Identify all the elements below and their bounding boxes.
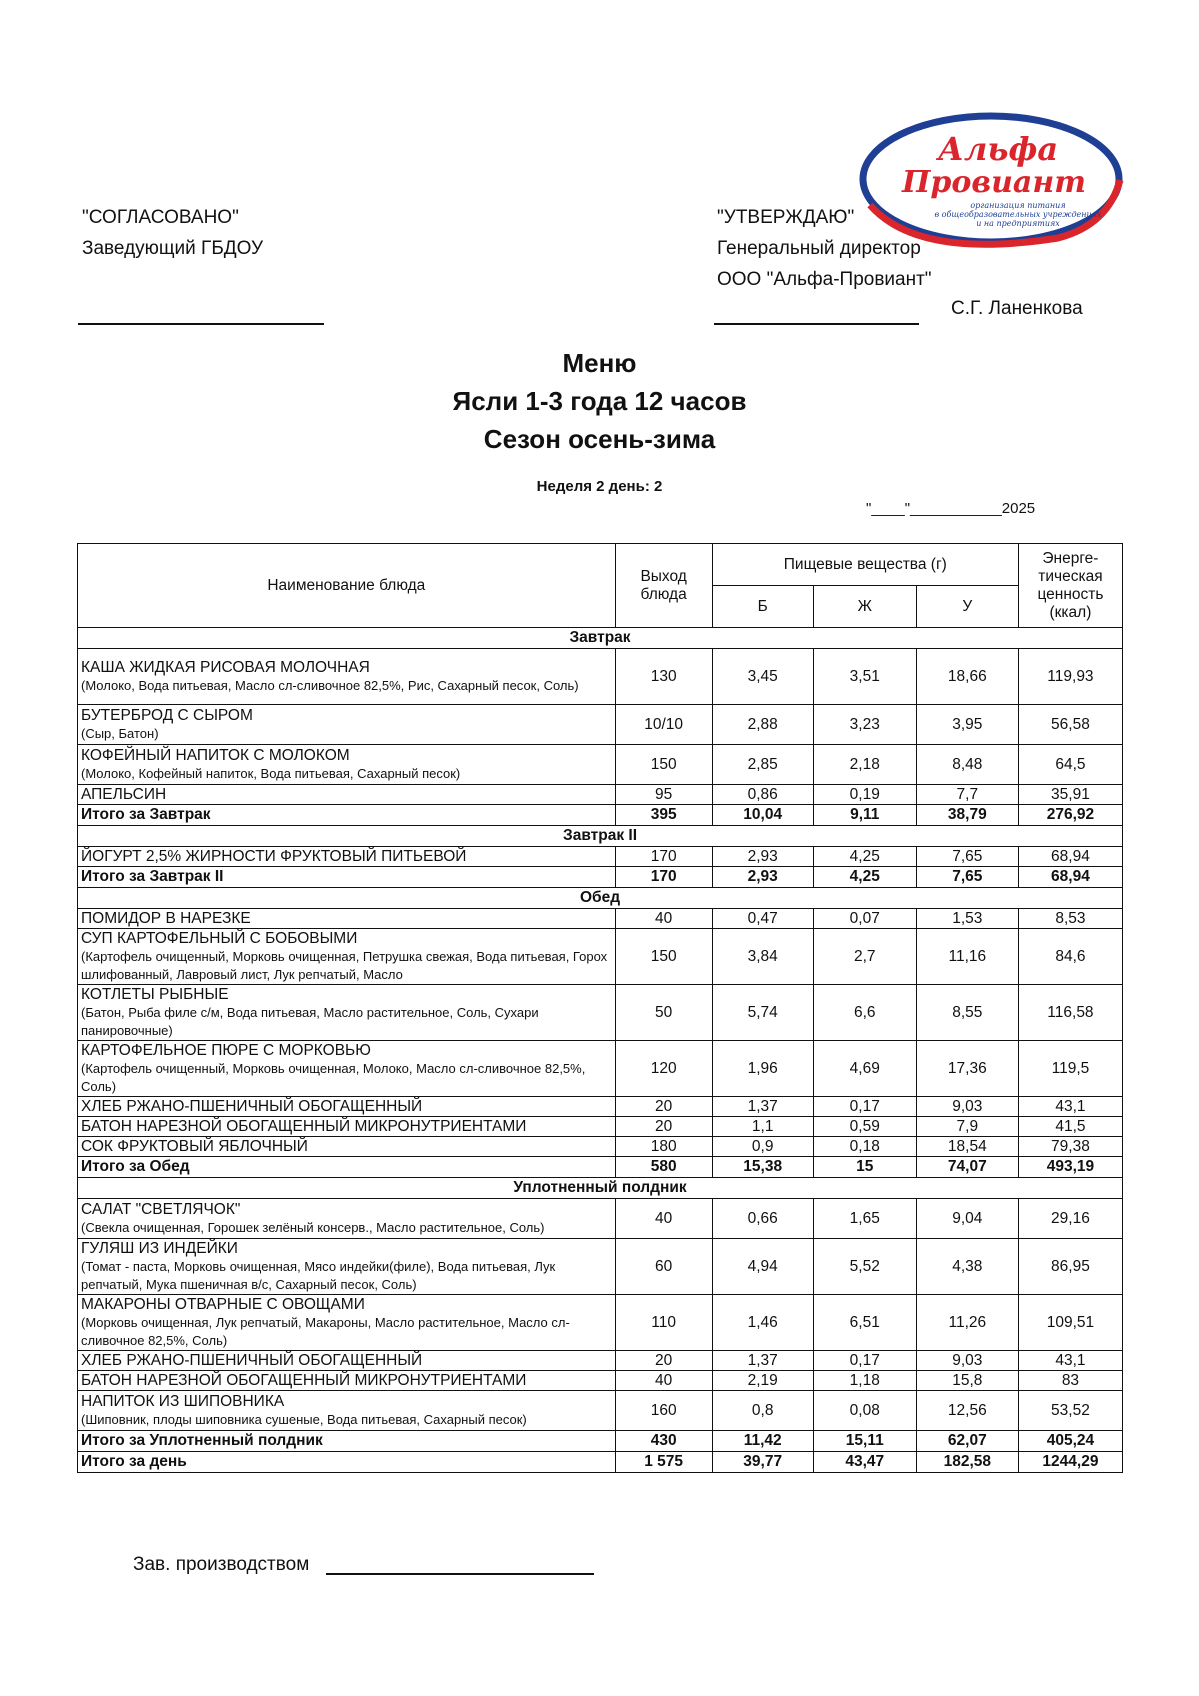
dish-fat: 3,23 xyxy=(813,705,916,745)
total-fat: 4,25 xyxy=(813,867,916,888)
dish-protein: 2,93 xyxy=(712,847,813,867)
dish-row xyxy=(78,745,1123,785)
dish-protein: 1,37 xyxy=(712,1097,813,1117)
dish-name: БАТОН НАРЕЗНОЙ ОБОГАЩЕННЫЙ МИКРОНУТРИЕНТАМИ xyxy=(81,1117,527,1135)
dish-energy: 68,94 xyxy=(1018,847,1122,867)
dish-name: КОТЛЕТЫ РЫБНЫЕ xyxy=(81,985,229,1003)
total-output: 170 xyxy=(615,867,712,888)
total-carbs: 62,07 xyxy=(916,1431,1018,1452)
dish-protein: 0,66 xyxy=(712,1199,813,1239)
day-total-carbs: 182,58 xyxy=(916,1452,1018,1473)
dish-fat: 0,59 xyxy=(813,1117,916,1137)
dish-energy: 83 xyxy=(1018,1371,1122,1391)
dish-energy: 86,95 xyxy=(1018,1239,1122,1295)
dish-carbs: 11,16 xyxy=(916,929,1018,985)
section-title: Завтрак xyxy=(78,628,1123,649)
section-row xyxy=(78,628,1123,649)
dish-carbs: 15,8 xyxy=(916,1371,1018,1391)
day-total-row xyxy=(78,1452,1123,1473)
dish-energy: 8,53 xyxy=(1018,909,1122,929)
total-carbs: 38,79 xyxy=(916,805,1018,826)
dish-name: БАТОН НАРЕЗНОЙ ОБОГАЩЕННЫЙ МИКРОНУТРИЕНТАМИ xyxy=(81,1371,527,1389)
dish-row xyxy=(78,847,1123,867)
dish-carbs: 8,48 xyxy=(916,745,1018,785)
dish-row xyxy=(78,1351,1123,1371)
dish-fat: 2,18 xyxy=(813,745,916,785)
dish-ingredients: (Картофель очищенный, Морковь очищенная, Молоко, Масло сл-сливочное 82,5%, Соль) xyxy=(81,1060,586,1094)
dish-name: ГУЛЯШ ИЗ ИНДЕЙКИ xyxy=(81,1239,238,1257)
dish-protein: 2,19 xyxy=(712,1371,813,1391)
total-energy: 493,19 xyxy=(1018,1157,1122,1178)
dish-protein: 3,84 xyxy=(712,929,813,985)
dish-row xyxy=(78,909,1123,929)
dish-name: ХЛЕБ РЖАНО-ПШЕНИЧНЫЙ ОБОГАЩЕННЫЙ xyxy=(81,1097,423,1115)
total-fat: 15 xyxy=(813,1157,916,1178)
dish-cell xyxy=(78,1371,616,1391)
dish-output: 20 xyxy=(615,1117,712,1137)
dish-fat: 1,65 xyxy=(813,1199,916,1239)
dish-ingredients: (Шиповник, плоды шиповника сушеные, Вода питьевая, Сахарный песок) xyxy=(81,1411,527,1427)
dish-energy: 41,5 xyxy=(1018,1117,1122,1137)
dish-cell xyxy=(78,1097,616,1117)
dish-fat: 6,51 xyxy=(813,1295,916,1351)
dish-protein: 1,96 xyxy=(712,1041,813,1097)
section-row xyxy=(78,826,1123,847)
day-total-protein: 39,77 xyxy=(712,1452,813,1473)
approve-role: Генеральный директор xyxy=(717,238,921,259)
total-label: Итого за Завтрак xyxy=(78,805,616,826)
dish-name: НАПИТОК ИЗ ШИПОВНИКА xyxy=(81,1392,285,1410)
menu-table xyxy=(77,543,1123,1473)
dish-name: МАКАРОНЫ ОТВАРНЫЕ С ОВОЩАМИ xyxy=(81,1295,365,1313)
day-total-label: Итого за день xyxy=(78,1452,616,1473)
logo-word-1: Альфа xyxy=(937,130,1059,168)
dish-protein: 1,46 xyxy=(712,1295,813,1351)
total-fat: 15,11 xyxy=(813,1431,916,1452)
dish-output: 20 xyxy=(615,1351,712,1371)
header-protein: Б xyxy=(712,586,813,628)
dish-cell xyxy=(78,705,616,745)
production-manager-signature-line xyxy=(326,1573,594,1575)
dish-row xyxy=(78,1199,1123,1239)
dish-energy: 84,6 xyxy=(1018,929,1122,985)
header-dish-name: Наименование блюда xyxy=(78,544,616,628)
dish-cell xyxy=(78,909,616,929)
logo-word-2: Провиант xyxy=(902,165,1086,200)
dish-cell xyxy=(78,929,616,985)
total-carbs: 7,65 xyxy=(916,867,1018,888)
header-carbs: У xyxy=(916,586,1018,628)
menu-subtitle-age: Ясли 1-3 года 12 часов xyxy=(452,386,747,416)
dish-protein: 2,85 xyxy=(712,745,813,785)
dish-fat: 1,18 xyxy=(813,1371,916,1391)
dish-name: КАРТОФЕЛЬНОЕ ПЮРЕ С МОРКОВЬЮ xyxy=(81,1041,371,1059)
dish-cell xyxy=(78,1295,616,1351)
dish-cell xyxy=(78,1391,616,1431)
dish-carbs: 18,54 xyxy=(916,1137,1018,1157)
dish-fat: 3,51 xyxy=(813,649,916,705)
dish-energy: 79,38 xyxy=(1018,1137,1122,1157)
dish-ingredients: (Молоко, Кофейный напиток, Вода питьевая, Сахарный песок) xyxy=(81,765,461,781)
section-title: Завтрак II xyxy=(78,826,1123,847)
dish-output: 120 xyxy=(615,1041,712,1097)
dish-energy: 109,51 xyxy=(1018,1295,1122,1351)
dish-carbs: 7,7 xyxy=(916,785,1018,805)
dish-energy: 53,52 xyxy=(1018,1391,1122,1431)
dish-protein: 0,8 xyxy=(712,1391,813,1431)
menu-subtitle-season: Сезон осень-зима xyxy=(483,424,716,454)
dish-fat: 0,19 xyxy=(813,785,916,805)
dish-cell xyxy=(78,1351,616,1371)
dish-protein: 3,45 xyxy=(712,649,813,705)
dish-energy: 64,5 xyxy=(1018,745,1122,785)
dish-output: 95 xyxy=(615,785,712,805)
total-energy: 276,92 xyxy=(1018,805,1122,826)
dish-row xyxy=(78,1041,1123,1097)
dish-name: АПЕЛЬСИН xyxy=(81,785,167,803)
dish-energy: 43,1 xyxy=(1018,1097,1122,1117)
dish-protein: 0,47 xyxy=(712,909,813,929)
logo-tagline-3: и на предприятиях xyxy=(976,219,1060,228)
section-total-row xyxy=(78,805,1123,826)
dish-cell xyxy=(78,785,616,805)
header-energy: Энерге-тическая ценность (ккал) xyxy=(1018,544,1122,628)
menu-title: Меню xyxy=(562,348,637,378)
dish-cell xyxy=(78,1239,616,1295)
dish-name: СОК ФРУКТОВЫЙ ЯБЛОЧНЫЙ xyxy=(81,1137,308,1155)
total-output: 430 xyxy=(615,1431,712,1452)
dish-cell xyxy=(78,1041,616,1097)
dish-output: 50 xyxy=(615,985,712,1041)
dish-energy: 116,58 xyxy=(1018,985,1122,1041)
dish-cell xyxy=(78,847,616,867)
menu-table-header xyxy=(78,544,1123,628)
dish-output: 160 xyxy=(615,1391,712,1431)
total-protein: 15,38 xyxy=(712,1157,813,1178)
dish-ingredients: (Свекла очищенная, Горошек зелёный консерв., Масло растительное, Соль) xyxy=(81,1219,545,1235)
dish-output: 20 xyxy=(615,1097,712,1117)
dish-energy: 35,91 xyxy=(1018,785,1122,805)
dish-output: 40 xyxy=(615,1199,712,1239)
dish-row xyxy=(78,649,1123,705)
dish-row xyxy=(78,1117,1123,1137)
dish-name: СУП КАРТОФЕЛЬНЫЙ С БОБОВЫМИ xyxy=(81,929,358,947)
agreed-role: Заведующий ГБДОУ xyxy=(82,238,264,259)
dish-ingredients: (Морковь очищенная, Лук репчатый, Макароны, Масло растительное, Масло сл-сливочное 82,5%, Соль) xyxy=(81,1314,570,1348)
dish-ingredients: (Батон, Рыба филе с/м, Вода питьевая, Масло растительное, Соль, Сухари панировочные) xyxy=(81,1004,539,1038)
dish-fat: 2,7 xyxy=(813,929,916,985)
dish-fat: 5,52 xyxy=(813,1239,916,1295)
section-title: Уплотненный полдник xyxy=(78,1178,1123,1199)
dish-output: 170 xyxy=(615,847,712,867)
dish-name: САЛАТ "СВЕТЛЯЧОК" xyxy=(81,1200,241,1218)
total-energy: 405,24 xyxy=(1018,1431,1122,1452)
dish-energy: 29,16 xyxy=(1018,1199,1122,1239)
dish-cell xyxy=(78,985,616,1041)
dish-carbs: 1,53 xyxy=(916,909,1018,929)
dish-ingredients: (Молоко, Вода питьевая, Масло сл-сливочное 82,5%, Рис, Сахарный песок, Соль) xyxy=(81,677,579,693)
dish-row xyxy=(78,1295,1123,1351)
dish-output: 40 xyxy=(615,1371,712,1391)
date-field: "____"___________2025 xyxy=(866,500,1036,517)
dish-carbs: 9,04 xyxy=(916,1199,1018,1239)
total-protein: 2,93 xyxy=(712,867,813,888)
dish-carbs: 8,55 xyxy=(916,985,1018,1041)
header-fat: Ж xyxy=(813,586,916,628)
dish-ingredients: (Картофель очищенный, Морковь очищенная, Петрушка свежая, Вода питьевая, Горох шлифованный, Лавровый лист, Лук репчатый, Масло xyxy=(81,948,608,982)
total-protein: 10,04 xyxy=(712,805,813,826)
dish-name: КАША ЖИДКАЯ РИСОВАЯ МОЛОЧНАЯ xyxy=(81,658,370,676)
dish-protein: 0,9 xyxy=(712,1137,813,1157)
header-nutrients: Пищевые вещества (г) xyxy=(712,544,1018,586)
dish-protein: 4,94 xyxy=(712,1239,813,1295)
dish-output: 110 xyxy=(615,1295,712,1351)
dish-ingredients: (Томат - паста, Морковь очищенная, Мясо индейки(филе), Вода питьевая, Лук репчатый, Мука пшеничная в/с, Сахарный песок, Соль) xyxy=(81,1258,556,1292)
dish-cell xyxy=(78,1117,616,1137)
dish-cell xyxy=(78,1199,616,1239)
dish-carbs: 4,38 xyxy=(916,1239,1018,1295)
dish-carbs: 7,9 xyxy=(916,1117,1018,1137)
dish-output: 60 xyxy=(615,1239,712,1295)
dish-name: КОФЕЙНЫЙ НАПИТОК С МОЛОКОМ xyxy=(81,746,350,764)
approve-title: "УТВЕРЖДАЮ" xyxy=(717,207,855,228)
menu-table-body xyxy=(78,628,1123,1473)
dish-protein: 5,74 xyxy=(712,985,813,1041)
total-label: Итого за Уплотненный полдник xyxy=(78,1431,616,1452)
dish-fat: 0,17 xyxy=(813,1097,916,1117)
dish-carbs: 3,95 xyxy=(916,705,1018,745)
dish-name: ПОМИДОР В НАРЕЗКЕ xyxy=(81,909,251,927)
total-output: 580 xyxy=(615,1157,712,1178)
day-total-output: 1 575 xyxy=(615,1452,712,1473)
dish-energy: 43,1 xyxy=(1018,1351,1122,1371)
dish-cell xyxy=(78,745,616,785)
dish-output: 40 xyxy=(615,909,712,929)
logo-tagline-1: организация питания xyxy=(970,201,1066,210)
section-total-row xyxy=(78,867,1123,888)
dish-energy: 119,93 xyxy=(1018,649,1122,705)
production-manager-label: Зав. производством xyxy=(133,1554,310,1575)
week-day-label: Неделя 2 день: 2 xyxy=(536,478,663,495)
dish-protein: 1,37 xyxy=(712,1351,813,1371)
total-label: Итого за Обед xyxy=(78,1157,616,1178)
dish-protein: 2,88 xyxy=(712,705,813,745)
total-carbs: 74,07 xyxy=(916,1157,1018,1178)
dish-row xyxy=(78,929,1123,985)
dish-name: БУТЕРБРОД С СЫРОМ xyxy=(81,706,253,724)
dish-fat: 0,17 xyxy=(813,1351,916,1371)
dish-row xyxy=(78,985,1123,1041)
dish-name: ЙОГУРТ 2,5% ЖИРНОСТИ ФРУКТОВЫЙ ПИТЬЕВОЙ xyxy=(81,847,467,865)
dish-energy: 56,58 xyxy=(1018,705,1122,745)
dish-cell xyxy=(78,649,616,705)
total-output: 395 xyxy=(615,805,712,826)
approve-signature-line xyxy=(714,323,919,325)
dish-output: 130 xyxy=(615,649,712,705)
dish-carbs: 17,36 xyxy=(916,1041,1018,1097)
dish-fat: 4,25 xyxy=(813,847,916,867)
dish-cell xyxy=(78,1137,616,1157)
dish-protein: 1,1 xyxy=(712,1117,813,1137)
approve-name: С.Г. Ланенкова xyxy=(951,298,1083,319)
dish-output: 150 xyxy=(615,929,712,985)
dish-fat: 0,07 xyxy=(813,909,916,929)
dish-row xyxy=(78,1371,1123,1391)
dish-carbs: 11,26 xyxy=(916,1295,1018,1351)
dish-output: 10/10 xyxy=(615,705,712,745)
dish-carbs: 9,03 xyxy=(916,1097,1018,1117)
agreed-title: "СОГЛАСОВАНО" xyxy=(82,207,239,228)
dish-output: 150 xyxy=(615,745,712,785)
total-fat: 9,11 xyxy=(813,805,916,826)
approve-org: ООО "Альфа-Провиант" xyxy=(717,269,932,290)
dish-fat: 4,69 xyxy=(813,1041,916,1097)
dish-output: 180 xyxy=(615,1137,712,1157)
dish-fat: 6,6 xyxy=(813,985,916,1041)
dish-row xyxy=(78,705,1123,745)
dish-carbs: 7,65 xyxy=(916,847,1018,867)
dish-row xyxy=(78,1137,1123,1157)
dish-row xyxy=(78,1239,1123,1295)
dish-fat: 0,08 xyxy=(813,1391,916,1431)
dish-row xyxy=(78,1097,1123,1117)
day-total-energy: 1244,29 xyxy=(1018,1452,1122,1473)
dish-protein: 0,86 xyxy=(712,785,813,805)
dish-carbs: 18,66 xyxy=(916,649,1018,705)
section-total-row xyxy=(78,1431,1123,1452)
dish-row xyxy=(78,785,1123,805)
section-total-row xyxy=(78,1157,1123,1178)
section-row xyxy=(78,888,1123,909)
dish-ingredients: (Сыр, Батон) xyxy=(81,725,159,741)
company-logo xyxy=(858,110,1124,248)
total-energy: 68,94 xyxy=(1018,867,1122,888)
dish-row xyxy=(78,1391,1123,1431)
section-title: Обед xyxy=(78,888,1123,909)
header-output: Выход блюда xyxy=(615,544,712,628)
total-label: Итого за Завтрак II xyxy=(78,867,616,888)
logo-tagline-2: в общеобразовательных учреждениях xyxy=(934,210,1102,219)
day-total-fat: 43,47 xyxy=(813,1452,916,1473)
agreed-signature-line xyxy=(78,323,324,325)
section-row xyxy=(78,1178,1123,1199)
dish-carbs: 9,03 xyxy=(916,1351,1018,1371)
dish-carbs: 12,56 xyxy=(916,1391,1018,1431)
dish-fat: 0,18 xyxy=(813,1137,916,1157)
dish-name: ХЛЕБ РЖАНО-ПШЕНИЧНЫЙ ОБОГАЩЕННЫЙ xyxy=(81,1351,423,1369)
dish-energy: 119,5 xyxy=(1018,1041,1122,1097)
total-protein: 11,42 xyxy=(712,1431,813,1452)
